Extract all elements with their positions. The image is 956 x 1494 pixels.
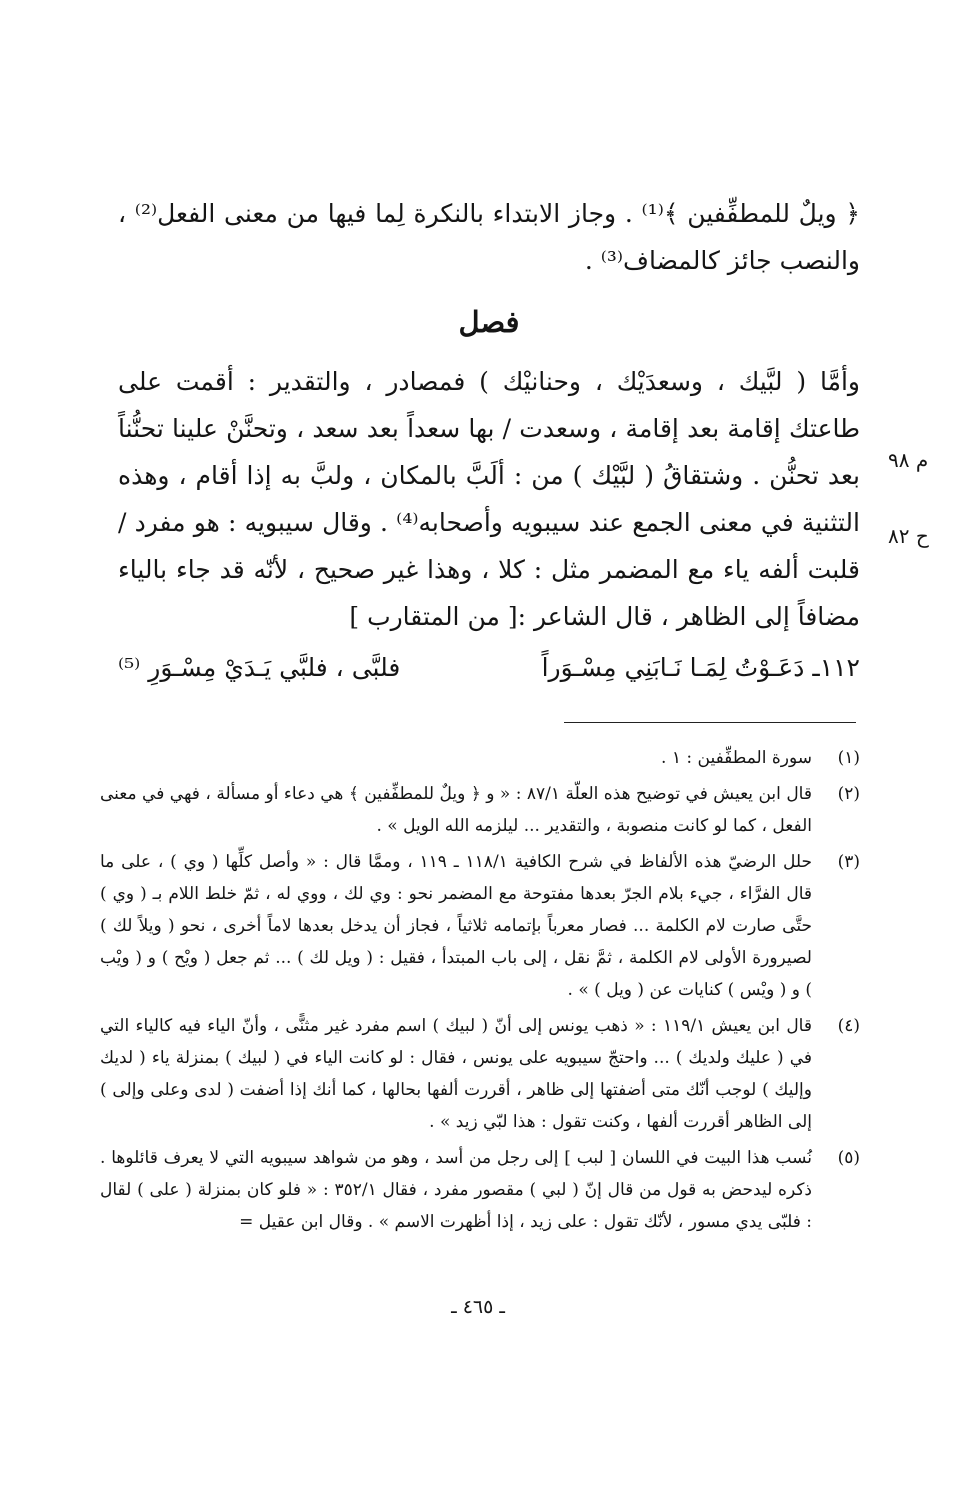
main-text bbox=[118, 190, 860, 691]
footnote-text: حلل الرضيّ هذه الألفاظ في شرح الكافية ١١٨/١ ـ ١١٩ ، وممَّا قال : « وأصل كلِّها ( وي ) ، على ما قال الفرَّاء ، جيء بلام الجرّ بعدها مفتوحة مع المضمر نحو : وي لك ، ووي له ، ثمّ خلط اللام بـ ( وي ) حتَّى صارت لام الكلمة ... فصار معرباً بإتمامه ثلاثياً ، فجاز أن يدخل بعدها لاماً أخرى ، نحو ( ويلاً لك ) لصيرورة الأولى لام الكلمة ، ثمَّ نقل ، إلى باب المبتدأ ، فقيل : ( ويل لك ) ... ثم جعل ( ويْح ) و ( ويْب ) و ( ويْس ) كنايات عن ( ويل ) » . bbox=[100, 852, 812, 1000]
section-heading: فصل bbox=[458, 305, 520, 339]
margin-note-manuscript-m: م ٩٨ bbox=[888, 448, 929, 472]
footnote-text: قال ابن يعيش في توضيح هذه العلّة ٨٧/١ : « و ﴿ ويلٌ للمطفِّفين ﴾ هي دعاء أو مسألة ، فهي في معنى الفعل ، كما لو كانت منصوبة ، والتقدير ... ليلزمه الله الويل » . bbox=[100, 784, 812, 836]
verse-first-hemistich: ١١٢ـ دَعَـوْتُ لِمَـا نَـابَنِي مِسْـوَراً bbox=[541, 653, 860, 682]
footnote bbox=[100, 1142, 860, 1238]
footnote-divider bbox=[564, 722, 856, 723]
footnote-number: (٢) bbox=[837, 784, 860, 804]
paragraph-opening: ﴿ ويلٌ للمطفِّفين ﴾⁽¹⁾ . وجاز الابتداء بالنكرة لِما فيها من معنى الفعل⁽²⁾ ، والنصب جائز كالمضاف⁽³⁾ . bbox=[118, 199, 860, 275]
footnote bbox=[100, 778, 860, 842]
footnote-number: (٤) bbox=[837, 1016, 860, 1036]
margin-note-manuscript-h: ح ٨٢ bbox=[888, 524, 929, 548]
verse-second-hemistich: فلبَّى ، فلبَّي يَـدَيْ مِسْـوَرِ ⁽⁵⁾ bbox=[118, 653, 401, 682]
footnotes bbox=[100, 742, 860, 1242]
footnote-text: سورة المطفِّفين : ١ . bbox=[661, 748, 812, 768]
footnote-number: (٥) bbox=[837, 1148, 860, 1168]
footnote-number: (٣) bbox=[837, 852, 860, 872]
poetry-verse bbox=[118, 644, 860, 691]
footnote bbox=[100, 1010, 860, 1138]
page-number: ـ ٤٦٥ ـ bbox=[451, 1296, 505, 1318]
footnote bbox=[100, 846, 860, 1006]
paragraph-labbayk: وأمَّا ( لبَّيك ، وسعدَيْك ، وحنانيْك ) فمصادر ، والتقدير : أقمت على طاعتك إقامة بعد إقامة ، وسعدت / بها سعداً بعد سعد ، وتحنَّنْ علينا تحنُّناً بعد تحنُّن . وشتقاقُ ( لبَّيْك ) من : ألَبَّ بالمكان ، ولبَّ به إذا أقام ، وهذه التثنية في معنى الجمع عند سيبويه وأصحابه⁽⁴⁾ . وقال سيبويه : هو مفرد / قلبت ألفه ياء مع المضمر مثل : كلا ، وهذا غير صحيح ، لأنّه قد جاء بالياء مضافاً إلى الظاهر ، قال الشاعر :[ من المتقارب ] bbox=[118, 367, 860, 631]
footnote-text: قال ابن يعيش ١١٩/١ : « ذهب يونس إلى أنّ ( لبيك ) اسم مفرد غير مثنًّى ، وأنّ الياء فيه كالياء التي في ( عليك ولديك ) ... واحتجّ سيبويه على يونس ، فقال : لو كانت الياء في ( لبيك ) بمنزلة ياء ( لديك وإليك ) لوجب أنّك متى أضفتها إلى ظاهر ، أقررت ألفها بحالها ، كما أنك إذا أضفت ( لدى وعلى وإلى ) إلى الظاهر أقررت ألفها ، وكنت تقول : هذا لبّي زيد » . bbox=[100, 1016, 812, 1132]
footnote bbox=[100, 742, 860, 774]
footnote-number: (١) bbox=[837, 748, 860, 768]
footnote-text: نُسب هذا البيت في اللسان [ لبب ] إلى رجل من أسد ، وهو من شواهد سيبويه التي لا يعرف قائلوها . ذكره ليدحض به قول من قال إنّ ( لبي ) مقصور مفرد ، فقال ٣٥٢/١ : « فلو كان بمنزلة ( على ) لقال : فلبّى يدي مسور ، لأنّك تقول : على زيد ، إذا أظهرت الاسم » . وقال ابن عقيل = bbox=[100, 1148, 812, 1232]
